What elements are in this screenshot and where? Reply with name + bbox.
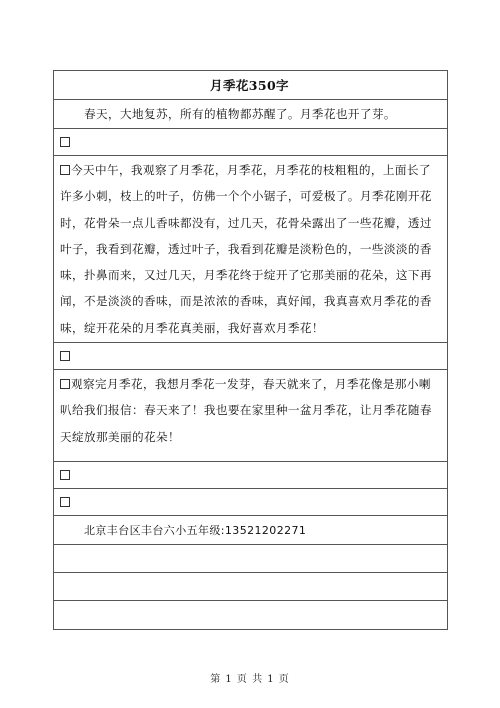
checkbox-icon — [60, 379, 70, 389]
blank-row — [54, 462, 447, 489]
paragraph-two-text: 观察完月季花，我想月季花一发芽，春天就来了，月季花像是那小喇叭给我们报信：春天来了！我也要在家里种一盆月季花，让月季花随春天绽放那美丽的花朵！ — [60, 377, 432, 444]
checkbox-icon — [60, 470, 70, 480]
essay-sheet — [53, 70, 448, 630]
blank-row — [54, 343, 447, 370]
paragraph-one-text: 今天中午，我观察了月季花，月季花，月季花的枝粗粗的，上面长了许多小刺，枝上的叶子，仿佛一个个小锯子，可爱极了。月季花刚开花时，花骨朵一点儿香味都没有，过几天，花骨朵露出了一些花瓣，透过叶子，我看到花瓣，透过叶子，我看到花瓣是淡粉色的，一些淡淡的香味，扑鼻而来，又过几天，月季花终于绽开了它那美丽的花朵，这下再闻，不是淡淡的香味，而是浓浓的香味，真好闻，我真喜欢月季花的香味，绽开花朵的月季花真美丽，我好喜欢月季花！ — [60, 163, 432, 335]
blank-row — [54, 129, 447, 156]
author-text: 北京丰台区丰台六小五年级:13521202271 — [84, 524, 307, 537]
author-line — [54, 516, 447, 545]
blank-row — [54, 489, 447, 516]
intro-paragraph: 春天，大地复苏，所有的植物都苏醒了。月季花也开了芽。 — [54, 100, 447, 129]
empty-row — [54, 545, 447, 573]
empty-row — [54, 601, 447, 630]
checkbox-icon — [60, 351, 70, 361]
document-title: 月季花350字 — [54, 71, 447, 100]
checkbox-icon — [60, 137, 70, 147]
checkbox-icon — [60, 165, 70, 175]
paragraph-two — [54, 370, 447, 462]
paragraph-one — [54, 156, 447, 343]
checkbox-icon — [60, 497, 70, 507]
empty-row — [54, 573, 447, 601]
page-footer: 第 1 页 共 1 页 — [210, 674, 290, 685]
